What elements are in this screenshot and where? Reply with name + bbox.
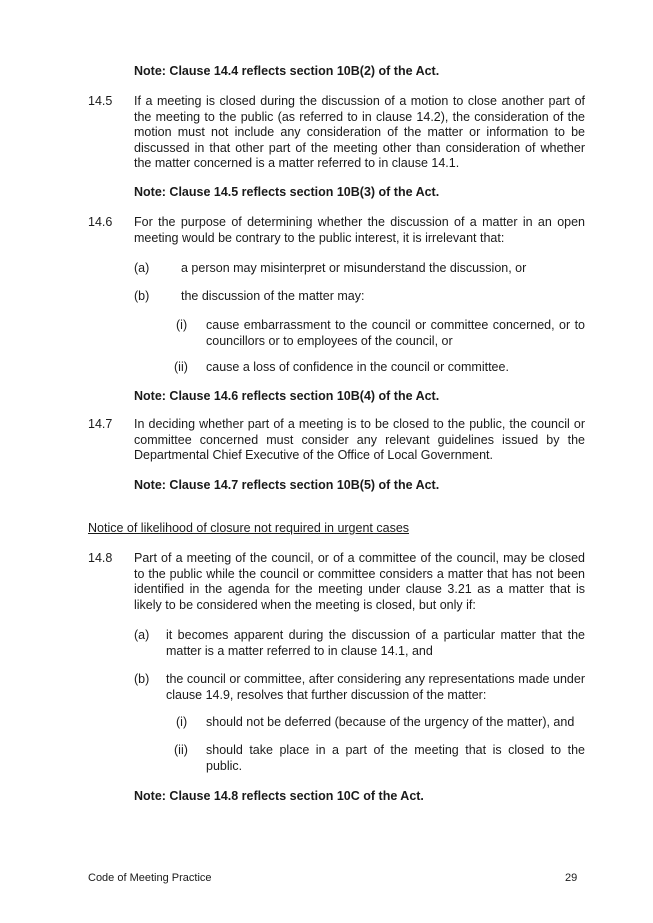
- page-number: 29: [565, 872, 578, 884]
- clause-number-14-5: 14.5: [88, 94, 113, 108]
- clause-14-6-b-text: the discussion of the matter may:: [181, 289, 365, 303]
- clause-number-14-8: 14.8: [88, 551, 113, 565]
- section-heading: Notice of likelihood of closure not required in urgent cases: [88, 521, 410, 535]
- clause-14-8-b-i-text: should not be deferred (because of the urgency of the matter), and: [206, 715, 575, 729]
- clause-14-8-text: Part of a meeting of the council, or of a committee of the council, may be closed to the public while the council or committee considers a matter that has not been identified in the agenda for the meeting under clause 3.21 as a matter that is likely to be considered when the meeting is closed, but only if:: [134, 551, 585, 612]
- clause-number-14-7: 14.7: [88, 417, 113, 431]
- clause-14-8-a-label: (a): [134, 628, 150, 642]
- clause-14-8-b-ii-text: should take place in a part of the meeting that is closed to the public.: [206, 743, 585, 773]
- note-14-5: Note: Clause 14.5 reflects section 10B(3) of the Act.: [134, 185, 440, 199]
- note-14-6: Note: Clause 14.6 reflects section 10B(4) of the Act.: [134, 389, 440, 403]
- footer-title: Code of Meeting Practice: [88, 872, 212, 884]
- clause-14-7-text: In deciding whether part of a meeting is to be closed to the public, the council or committee concerned must consider any relevant guidelines issued by the Departmental Chief Executive of the Office of Local Government.: [134, 417, 585, 462]
- clause-14-5-text: If a meeting is closed during the discussion of a motion to close another part of the meeting to the public (as referred to in clause 14.2), the consideration of the motion must not include any consideration of the matter or information to be discussed in that other part of the meeting other than consideration of whether the matter concerned is a matter referred to in clause 14.1.: [134, 94, 585, 170]
- clause-14-8-b-text: the council or committee, after considering any representations made under clause 14.9, resolves that further discussion of the matter:: [166, 672, 585, 702]
- clause-14-6-b-ii-label: (ii): [174, 360, 188, 374]
- clause-14-8-b-label: (b): [134, 672, 150, 686]
- clause-number-14-6: 14.6: [88, 215, 113, 229]
- clause-14-6-a-label: (a): [134, 261, 150, 275]
- clause-14-6-text: For the purpose of determining whether the discussion of a matter in an open meeting would be contrary to the public interest, it is irrelevant that:: [134, 215, 585, 245]
- clause-14-6-b-ii-text: cause a loss of confidence in the council or committee.: [206, 360, 509, 374]
- clause-14-6-b-i-label: (i): [176, 318, 188, 332]
- clause-14-6-a-text: a person may misinterpret or misunderstand the discussion, or: [181, 261, 527, 275]
- clause-14-6-b-label: (b): [134, 289, 150, 303]
- clause-14-8-a-text: it becomes apparent during the discussion of a particular matter that the matter is a matter referred to in clause 14.1, and: [166, 628, 585, 658]
- note-14-8: Note: Clause 14.8 reflects section 10C of the Act.: [134, 789, 424, 803]
- clause-14-6-b-i-text: cause embarrassment to the council or committee concerned, or to councillors or to employees of the council, or: [206, 318, 585, 348]
- clause-14-8-b-i-label: (i): [176, 715, 188, 729]
- note-14-7: Note: Clause 14.7 reflects section 10B(5) of the Act.: [134, 478, 440, 492]
- clause-14-8-b-ii-label: (ii): [174, 743, 188, 757]
- note-14-4: Note: Clause 14.4 reflects section 10B(2) of the Act.: [134, 64, 440, 78]
